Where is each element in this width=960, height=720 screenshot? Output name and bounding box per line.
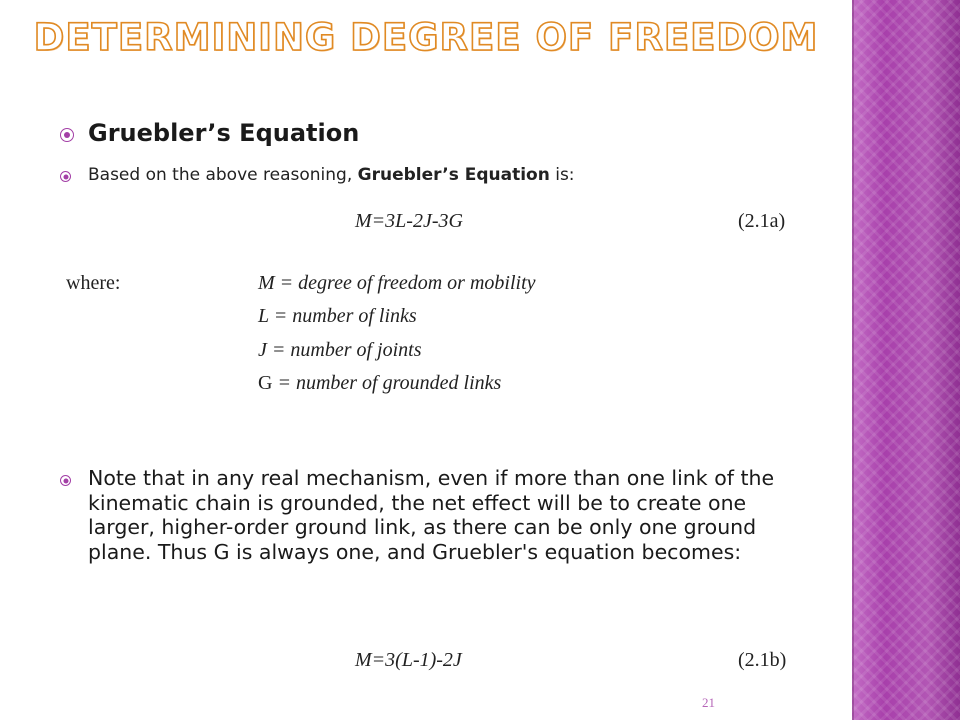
equation-2: M=3(L-1)-2J — [355, 649, 462, 671]
radio-bullet-icon — [60, 128, 74, 142]
page-number: 21 — [702, 695, 715, 710]
where-label: where: — [66, 272, 121, 294]
intro-prefix: Based on the above reasoning, — [88, 165, 358, 185]
equation-1: M=3L-2J-3G — [355, 210, 463, 232]
decorative-side-panel — [852, 0, 960, 720]
equation-1-number: (2.1a) — [738, 210, 786, 232]
definition-l: L = number of links — [258, 305, 417, 327]
intro-text — [88, 165, 575, 185]
definition-g — [258, 372, 501, 395]
bullet-heading — [60, 119, 359, 147]
heading-text: Gruebler’s Equation — [88, 119, 360, 147]
definition-j: J = number of joints — [258, 339, 422, 361]
note-text: Note that in any real mechanism, even if more than one link of the kinematic chain is grounded, the net effect will be to create one larger, higher-order ground link, as there can be only one ground plane. Thus G is always one, and Gruebler's equation becomes: — [88, 466, 775, 564]
intro-emphasis: Gruebler’s Equation — [357, 165, 550, 185]
intro-suffix: is: — [549, 165, 575, 185]
slide-title: DETERMINING DEGREE OF FREEDOM — [33, 16, 819, 59]
bullet-note — [60, 466, 820, 564]
definition-g-text: = number of grounded links — [272, 372, 502, 394]
definition-m: M = degree of freedom or mobility — [258, 272, 536, 294]
radio-bullet-icon — [60, 475, 71, 486]
equation-2-number: (2.1b) — [738, 649, 787, 671]
definition-g-symbol: G — [258, 372, 273, 394]
radio-bullet-icon — [60, 171, 71, 182]
bullet-intro — [60, 165, 575, 185]
